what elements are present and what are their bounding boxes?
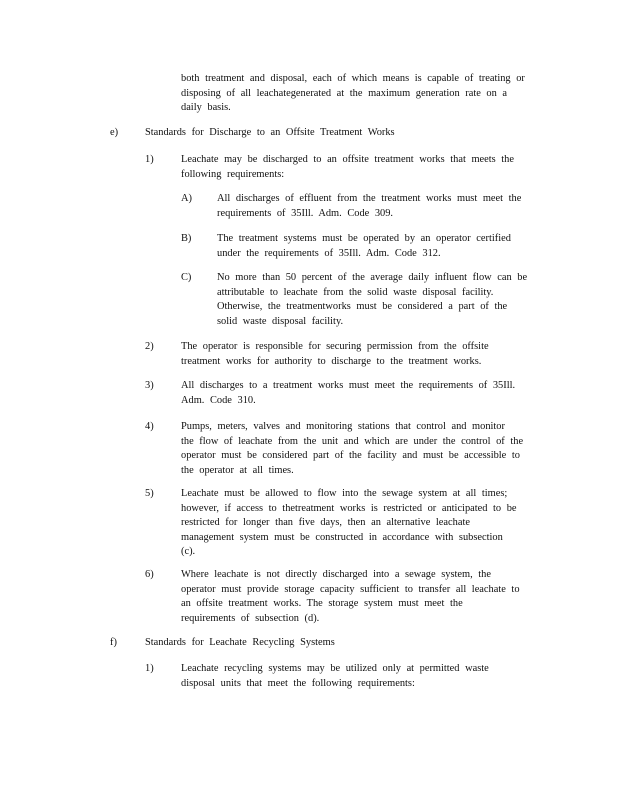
text-line: Otherwise, the treatmentworks must be considered a part of the [217, 301, 508, 313]
item-f1-text [181, 662, 489, 691]
text-line: restricted for longer than five days, then an alternative leachate [181, 517, 470, 529]
item-e4-text [181, 420, 523, 478]
subitem-b-text [217, 232, 511, 261]
text-line: however, if access to thetreatment works is restricted or anticipated to be [181, 502, 517, 514]
item-e6-marker: 6) [145, 569, 154, 580]
text-line: (c). [181, 546, 196, 558]
item-e6-text [181, 568, 520, 626]
text-line: disposal units that meet the following requirements: [181, 677, 415, 689]
text-line: disposing of all leachategenerated at the maximum generation rate on a [181, 87, 508, 99]
text-line: Leachate recycling systems may be utilized only at permitted waste [181, 663, 489, 674]
text-line: All discharges to a treatment works must meet the requirements of 35Ill. [181, 380, 516, 391]
text-line: following requirements: [181, 168, 285, 180]
text-line: management system must be constructed in accordance with subsection [181, 531, 503, 543]
item-e1-marker: 1) [145, 154, 154, 165]
text-line: The treatment systems must be operated by an operator certified [217, 233, 511, 244]
section-f-heading: Standards for Leachate Recycling Systems [145, 637, 335, 648]
item-e4-marker: 4) [145, 421, 154, 432]
text-line: No more than 50 percent of the average daily influent flow can be [217, 272, 528, 283]
subitem-a-text [217, 192, 521, 221]
text-line: All discharges of effluent from the treatment works must meet the [217, 193, 522, 204]
text-line: under the requirements of 35Ill. Adm. Code 312. [217, 247, 441, 259]
item-e5-marker: 5) [145, 488, 154, 499]
item-e1-text [181, 153, 514, 182]
subitem-b-marker: B) [181, 233, 192, 244]
subitem-c-text [217, 271, 527, 329]
text-line: The operator is responsible for securing permission from the offsite [181, 341, 489, 352]
subitem-c-marker: C) [181, 272, 192, 283]
item-e2-marker: 2) [145, 341, 154, 352]
text-line: the operator at all times. [181, 464, 294, 476]
intro-paragraph [181, 72, 525, 116]
item-e2-text [181, 340, 489, 369]
text-line: both treatment and disposal, each of which means is capable of treating or [181, 73, 525, 84]
section-e-marker: e) [110, 127, 119, 138]
text-line: daily basis. [181, 102, 231, 114]
text-line: operator must provide storage capacity sufficient to transfer all leachate to [181, 583, 520, 595]
section-e-heading: Standards for Discharge to an Offsite Treatment Works [145, 127, 395, 138]
item-e3-text [181, 379, 515, 408]
text-line: the flow of leachate from the unit and which are under the control of the [181, 435, 524, 447]
section-f-marker: f) [110, 637, 117, 648]
text-line: Leachate must be allowed to flow into the sewage system at all times; [181, 488, 508, 499]
text-line: Pumps, meters, valves and monitoring stations that control and monitor [181, 421, 505, 432]
text-line: solid waste disposal facility. [217, 315, 344, 327]
text-line: treatment works for authority to discharge to the treatment works. [181, 355, 482, 367]
text-line: attributable to leachate from the solid waste disposal facility. [217, 286, 494, 298]
text-line: an offsite treatment works. The storage system must meet the [181, 598, 463, 610]
subitem-a-marker: A) [181, 193, 192, 204]
text-line: requirements of subsection (d). [181, 612, 320, 624]
text-line: requirements of 35Ill. Adm. Code 309. [217, 207, 394, 219]
item-e3-marker: 3) [145, 380, 154, 391]
item-f1-marker: 1) [145, 663, 154, 674]
text-line: Leachate may be discharged to an offsite treatment works that meets the [181, 154, 514, 165]
text-line: Adm. Code 310. [181, 394, 256, 406]
text-line: Where leachate is not directly discharged into a sewage system, the [181, 569, 491, 580]
item-e5-text [181, 487, 517, 560]
text-line: operator must be considered part of the facility and must be accessible to [181, 450, 520, 462]
